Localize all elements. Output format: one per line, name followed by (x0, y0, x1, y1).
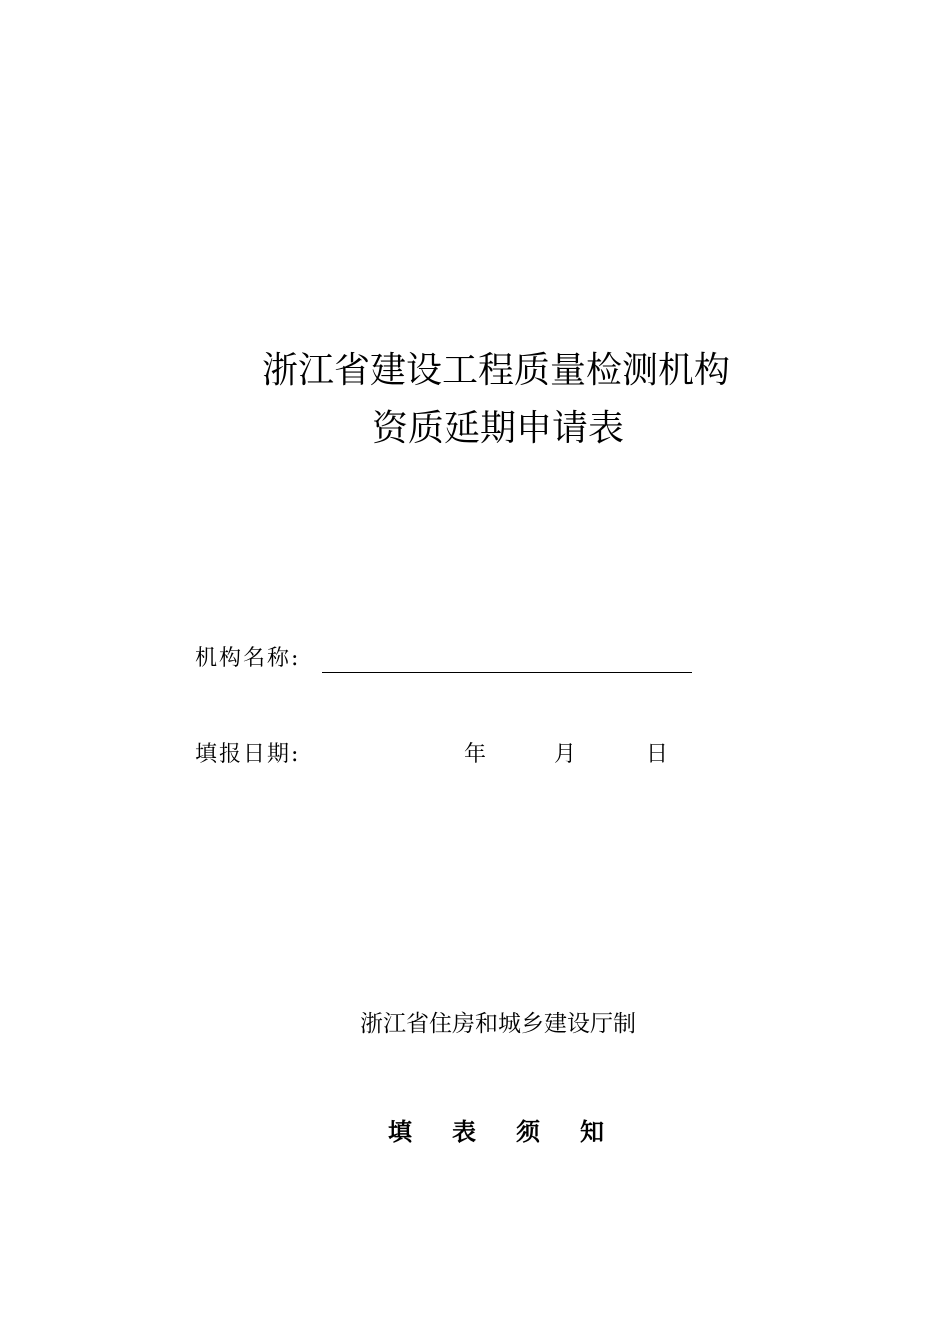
org-name-label: 机构名称: (195, 646, 301, 671)
notice-heading-char: 表 (452, 1117, 476, 1146)
fill-date-label: 填报日期: (195, 742, 301, 767)
notice-heading (0, 1115, 950, 1149)
fill-date-row (195, 740, 669, 770)
date-month-label: 月 (554, 742, 577, 767)
notice-heading-char: 填 (388, 1117, 412, 1146)
document-title (0, 342, 950, 458)
issuer-line: 浙江省住房和城乡建设厅制 (360, 1011, 636, 1037)
notice-heading-char: 知 (580, 1117, 604, 1146)
date-year-label: 年 (464, 742, 487, 767)
title-line-2: 资质延期申请表 (371, 408, 624, 449)
notice-heading-char: 须 (516, 1117, 540, 1146)
date-day-label: 日 (646, 742, 669, 767)
org-name-row (195, 644, 300, 674)
org-name-field[interactable] (322, 672, 692, 673)
title-line-1: 浙江省建设工程质量检测机构 (261, 350, 730, 391)
